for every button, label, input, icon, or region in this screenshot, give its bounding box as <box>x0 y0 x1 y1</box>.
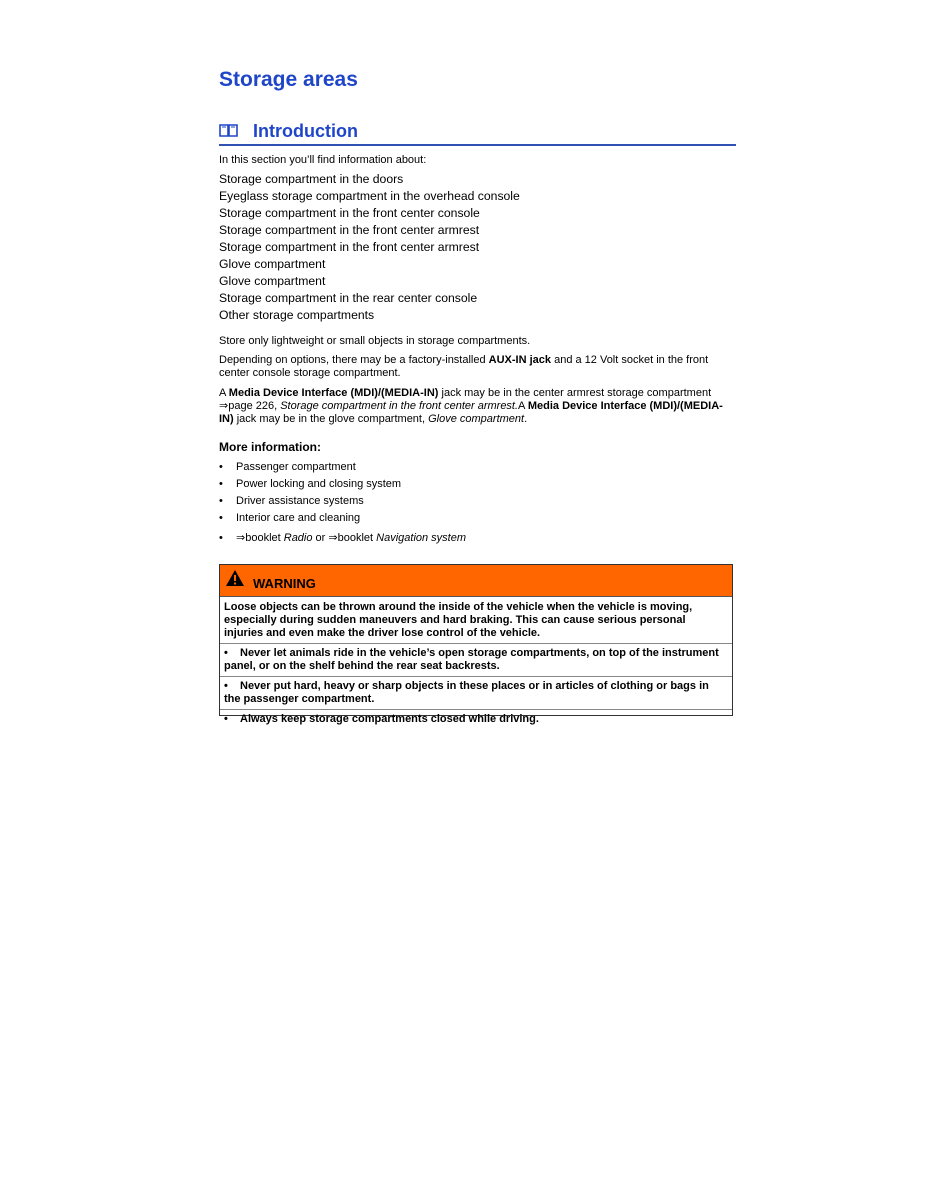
mdi-term: Media Device Interface (MDI)/(MEDIA-IN) <box>219 400 723 425</box>
warning-intro: Loose objects can be thrown around the inside of the vehicle when the vehicle is moving, especially during sudden maneuvers and hard braking. This can cause serious personal injuries and even make the driver lose control of the vehicle. <box>224 601 693 639</box>
warning-triangle-icon <box>225 569 245 587</box>
text: jack may be in the center armrest storage compartment <box>438 387 712 399</box>
paragraph-aux-in <box>219 354 736 380</box>
more-info-link[interactable]: Driver assistance systems <box>236 495 364 507</box>
more-info-item[interactable] <box>219 494 466 511</box>
bullet: • <box>219 461 223 473</box>
text: jack may be in the glove compartment, <box>233 413 429 425</box>
toc-link[interactable]: Storage compartment in the doors <box>219 172 404 186</box>
warning-box <box>219 564 733 725</box>
page-reference-link[interactable]: ⇒page 226, <box>219 400 281 412</box>
text: ⇒booklet <box>236 532 284 544</box>
bullet: • <box>219 495 223 507</box>
bullet: • <box>224 713 228 725</box>
text: Depending on options, there may be a factory-installed <box>219 354 489 366</box>
bullet: • <box>219 478 223 490</box>
cross-reference-link[interactable]: Glove compartment <box>428 413 525 425</box>
toc-link[interactable]: Storage compartment in the front center armrest <box>219 223 480 237</box>
toc-link[interactable]: Storage compartment in the front center console <box>219 206 480 220</box>
section-toc <box>219 171 520 324</box>
text: A <box>518 400 528 412</box>
more-info-item[interactable] <box>219 477 466 494</box>
warning-item <box>220 643 732 673</box>
more-info-link[interactable]: Interior care and cleaning <box>236 512 361 524</box>
warning-title: WARNING <box>253 576 316 591</box>
page-title: Storage areas <box>219 68 358 91</box>
paragraph-lightweight: Store only lightweight or small objects in storage compartments. <box>219 335 531 347</box>
toc-link[interactable]: Storage compartment in the front center armrest <box>219 240 480 254</box>
warning-header <box>220 565 732 597</box>
toc-link[interactable]: Glove compartment <box>219 257 326 271</box>
bullet: • <box>224 647 228 659</box>
text: A <box>219 387 229 399</box>
paragraph-mdi <box>219 387 736 426</box>
more-info-heading: More information: <box>219 440 321 454</box>
bullet: • <box>224 680 228 692</box>
toc-link[interactable]: Glove compartment <box>219 274 326 288</box>
warning-item-text: Always keep storage compartments closed while driving. <box>240 713 539 725</box>
cross-reference-link[interactable]: Storage compartment in the front center armrest. <box>280 400 519 412</box>
more-info-link[interactable]: Power locking and closing system <box>236 478 402 490</box>
navigation-booklet-link[interactable]: Navigation system <box>376 532 467 544</box>
toc-link[interactable]: Storage compartment in the rear center console <box>219 291 478 305</box>
book-icon <box>219 123 238 138</box>
radio-booklet-link[interactable]: Radio <box>283 532 313 544</box>
more-info-item[interactable] <box>219 460 466 477</box>
more-info-list <box>219 460 466 548</box>
warning-item-text: Never put hard, heavy or sharp objects in these places or in articles of clothing or bags in the passenger compartment. <box>224 680 709 705</box>
warning-item <box>220 676 732 706</box>
bullet: • <box>219 532 223 544</box>
intro-line: In this section you’ll find information about: <box>219 154 427 166</box>
text: and a 12 Volt socket in the front center console storage compartment. <box>219 354 709 379</box>
warning-body <box>220 597 732 726</box>
toc-link[interactable]: Other storage compartments <box>219 308 375 322</box>
warning-item-text: Never let animals ride in the vehicle’s open storage compartments, on top of the instrument panel, or on the shelf behind the rear seat backrests. <box>224 647 719 672</box>
more-info-item[interactable] <box>219 511 466 528</box>
aux-in-term: AUX-IN jack <box>488 354 552 366</box>
text: or ⇒booklet <box>312 532 377 544</box>
text: . <box>524 413 528 425</box>
mdi-term: Media Device Interface (MDI)/(MEDIA-IN) <box>228 387 439 399</box>
section-header <box>219 120 736 146</box>
bullet: • <box>219 512 223 524</box>
toc-link[interactable]: Eyeglass storage compartment in the overhead console <box>219 189 520 203</box>
warning-item <box>220 709 732 726</box>
section-heading: Introduction <box>253 121 358 141</box>
booklet-reference[interactable] <box>219 531 466 548</box>
more-info-link[interactable]: Passenger compartment <box>236 461 356 473</box>
